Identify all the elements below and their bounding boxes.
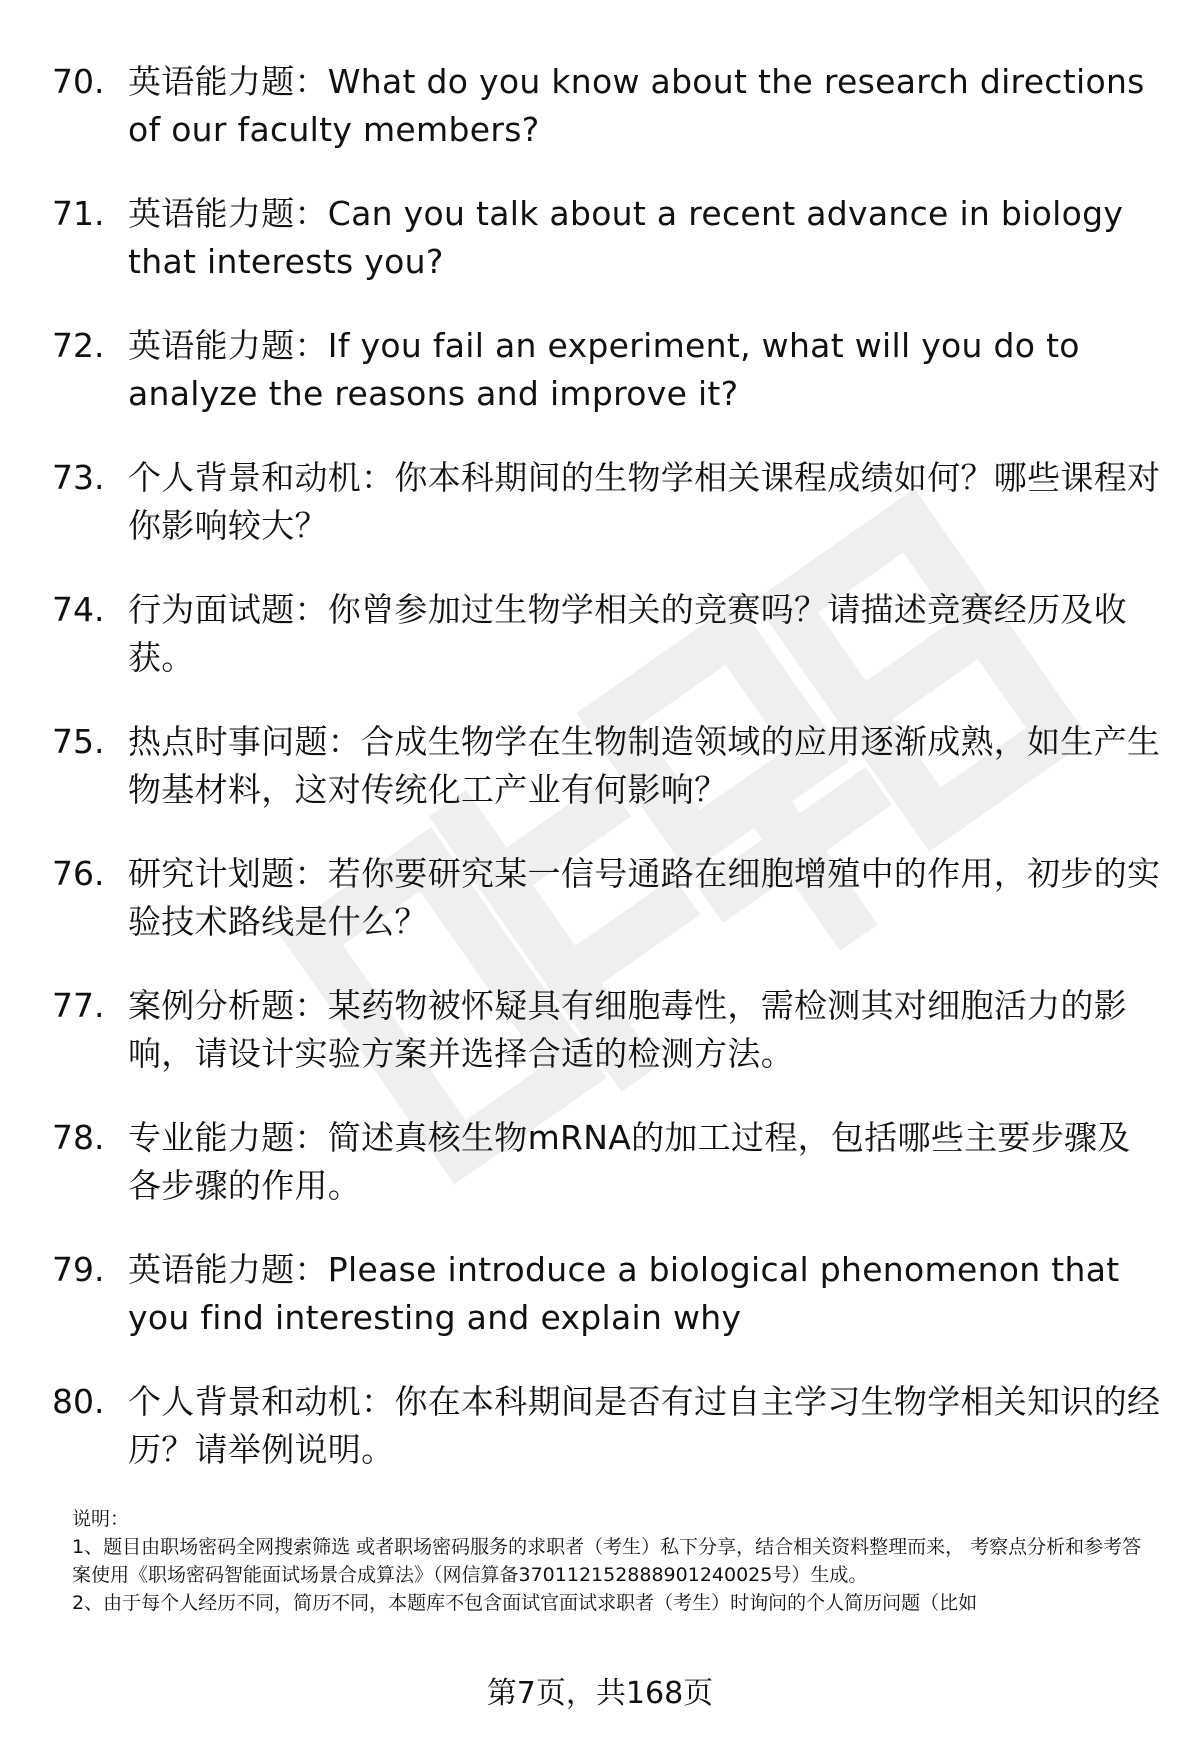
notes-section [72,1505,1152,1617]
notes-item: 2、由于每个人经历不同，简历不同，本题库不包含面试官面试求职者（考生）时询问的个人简历问题（比如 [72,1592,978,1614]
question-text: 行为面试题：你曾参加过生物学相关的竞赛吗？请描述竞赛经历及收获。 [128,590,1127,677]
question-item [52,1114,1162,1246]
question-number: 72. [52,326,105,365]
question-number: 76. [52,854,105,893]
question-number: 73. [52,458,105,497]
question-number: 80. [52,1382,105,1421]
question-number: 75. [52,722,105,761]
question-item [52,982,1162,1114]
question-text: 英语能力题：What do you know about the research directions of our faculty members? [128,62,1145,149]
question-text: 英语能力题：Can you talk about a recent advance in biology that interests you? [128,194,1124,281]
question-item [52,190,1162,322]
question-text: 案例分析题：某药物被怀疑具有细胞毒性，需检测其对细胞活力的影响，请设计实验方案并选择合适的检测方法。 [128,986,1127,1073]
question-item [52,850,1162,982]
page-number: 第7页，共168页 [486,1676,714,1711]
question-number: 74. [52,590,105,629]
question-item [52,454,1162,586]
question-text: 英语能力题：Please introduce a biological phenomenon that you find interesting and explain why [128,1250,1120,1337]
question-number: 71. [52,194,105,233]
notes-item: 1、题目由职场密码全网搜索筛选 或者职场密码服务的求职者（考生）私下分享，结合相关资料整理而来， 考察点分析和参考答案使用《职场密码智能面试场景合成算法》（网信算备370112152888901240025号）生成。 [72,1536,1142,1586]
question-text: 个人背景和动机：你在本科期间是否有过自主学习生物学相关知识的经历？请举例说明。 [128,1382,1161,1469]
question-item [52,322,1162,454]
question-item [52,58,1162,190]
question-text: 英语能力题：If you fail an experiment, what will you do to analyze the reasons and improve it? [128,326,1080,413]
question-number: 78. [52,1118,105,1157]
question-text: 专业能力题：简述真核生物mRNA的加工过程，包括哪些主要步骤及各步骤的作用。 [128,1118,1131,1205]
question-list [52,58,1162,1510]
question-item [52,586,1162,718]
question-text: 热点时事问题：合成生物学在生物制造领域的应用逐渐成熟，如生产生物基材料，这对传统化工产业有何影响？ [128,722,1161,809]
question-item [52,718,1162,850]
notes-heading: 说明： [72,1508,130,1530]
question-number: 77. [52,986,105,1025]
question-text: 个人背景和动机：你本科期间的生物学相关课程成绩如何？哪些课程对你影响较大？ [128,458,1161,545]
question-text: 研究计划题：若你要研究某一信号通路在细胞增殖中的作用，初步的实验技术路线是什么？ [128,854,1161,941]
question-number: 70. [52,62,105,101]
question-item [52,1246,1162,1378]
question-item [52,1378,1162,1510]
question-number: 79. [52,1250,105,1289]
